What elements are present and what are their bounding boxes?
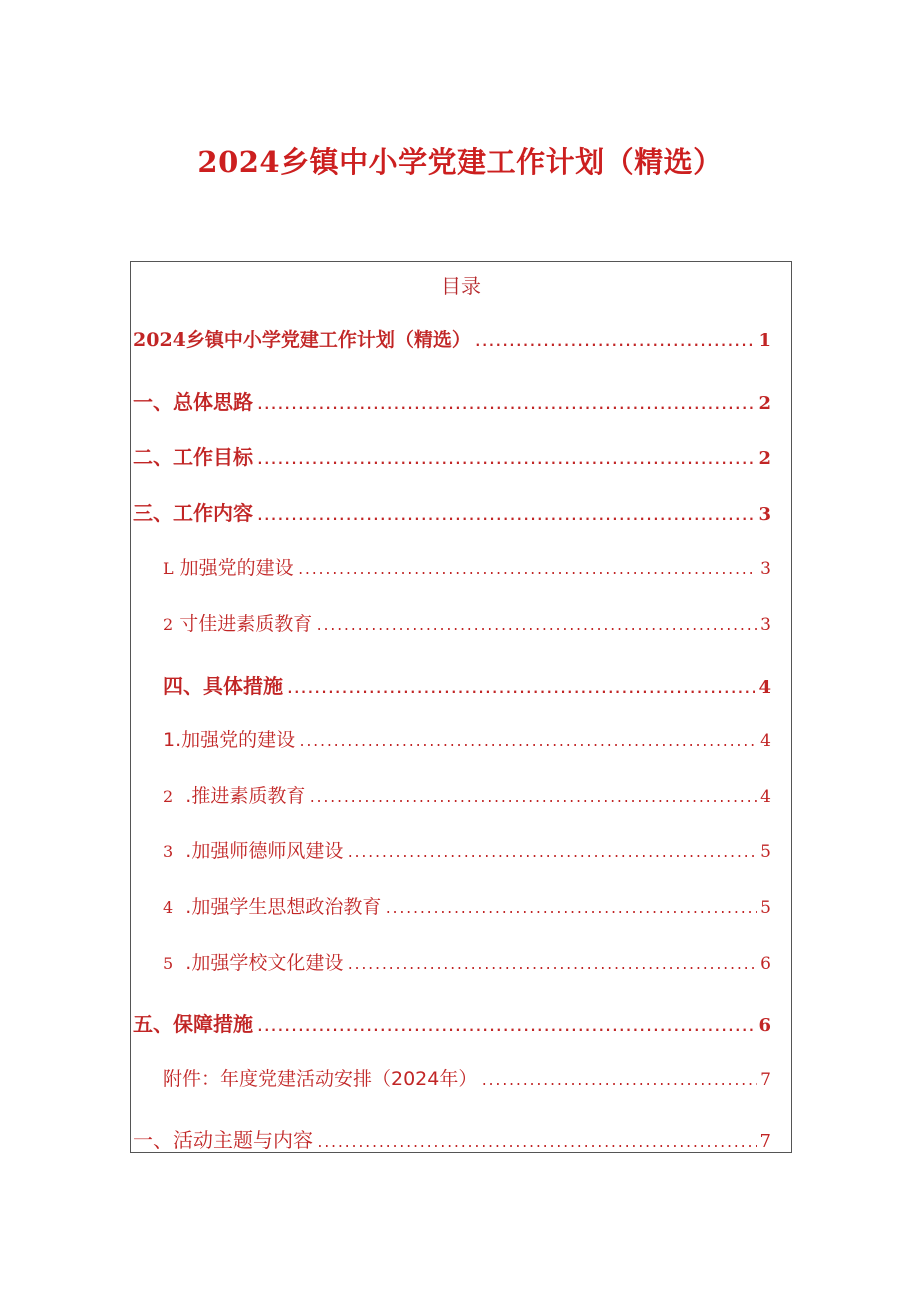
toc-entry-number: 3 xyxy=(163,842,174,861)
toc-entry-text xyxy=(163,948,343,975)
toc-page-number: 6 xyxy=(758,1015,771,1036)
toc-page-number: 7 xyxy=(759,1131,771,1152)
toc-entry-text xyxy=(163,609,312,636)
toc-dot-leader xyxy=(346,958,757,973)
toc-entry-number: 4 xyxy=(163,898,174,917)
toc-page-number: 2 xyxy=(758,448,771,469)
toc-entry-number: 5 xyxy=(163,954,174,973)
toc-entry-number: L xyxy=(163,559,174,578)
toc-dot-leader xyxy=(474,335,756,350)
toc-entry-text: 1.加强党的建设 xyxy=(163,729,296,751)
toc-entry-number: 2 xyxy=(163,615,174,634)
toc-page-number: 3 xyxy=(758,504,771,525)
toc-entry-strengthen-party[interactable] xyxy=(163,725,771,752)
toc-dot-leader xyxy=(384,902,757,917)
toc-page-number: 4 xyxy=(758,677,771,698)
toc-entry-activity-themes[interactable] xyxy=(133,1124,771,1153)
toc-page-number: 5 xyxy=(760,842,771,862)
toc-page-number: 3 xyxy=(760,559,771,579)
toc-dot-leader xyxy=(308,791,757,806)
toc-entry-label: 寸佳进素质教育 xyxy=(179,613,313,635)
toc-entry-school-culture[interactable] xyxy=(163,948,771,975)
toc-dot-leader xyxy=(297,563,757,578)
toc-dot-leader xyxy=(256,1020,755,1035)
toc-entry-work-goals[interactable] xyxy=(133,441,771,470)
toc-entry-text: 二、工作目标 xyxy=(133,445,253,469)
toc-page-number: 3 xyxy=(760,615,771,635)
toc-entry-teacher-ethics[interactable] xyxy=(163,836,771,863)
toc-entry-text xyxy=(163,781,305,808)
toc-dot-leader xyxy=(256,453,755,468)
toc-dot-leader xyxy=(346,846,757,861)
toc-page-number: 7 xyxy=(760,1070,771,1090)
toc-page-number: 4 xyxy=(760,787,771,807)
toc-dot-leader xyxy=(480,1074,757,1089)
toc-entry-overall-approach[interactable] xyxy=(133,386,771,415)
toc-page-number: 2 xyxy=(758,393,771,414)
toc-page-number: 5 xyxy=(760,898,771,918)
toc-dot-leader xyxy=(256,509,755,524)
toc-dot-leader xyxy=(316,1136,757,1151)
toc-page-number: 6 xyxy=(760,954,771,974)
toc-entry-label: .推进素质教育 xyxy=(185,785,306,807)
toc-dot-leader xyxy=(286,682,755,697)
toc-dot-leader xyxy=(298,735,757,750)
toc-entry-label: .加强学生思想政治教育 xyxy=(185,896,382,918)
table-of-contents xyxy=(130,261,792,1153)
toc-entry-text xyxy=(163,553,294,580)
toc-entry-text: 三、工作内容 xyxy=(133,501,253,525)
toc-page-number: 4 xyxy=(760,731,771,751)
toc-entry-appendix[interactable] xyxy=(163,1064,771,1091)
toc-entry-work-content[interactable] xyxy=(133,497,771,526)
toc-dot-leader xyxy=(315,619,757,634)
toc-entry-safeguards[interactable] xyxy=(133,1008,771,1037)
toc-entry-text xyxy=(163,892,381,919)
toc-entry-text: 五、保障措施 xyxy=(133,1012,253,1036)
toc-entry-text xyxy=(163,836,343,863)
toc-entry-text: 一、活动主题与内容 xyxy=(133,1128,313,1152)
document-title: 2024乡镇中小学党建工作计划（精选） xyxy=(197,145,723,179)
toc-entry-specific-measures[interactable] xyxy=(163,670,771,699)
toc-entry-text: 四、具体措施 xyxy=(163,674,283,698)
toc-entry-political-education[interactable] xyxy=(163,892,771,919)
toc-dot-leader xyxy=(256,398,755,413)
toc-entry-title[interactable] xyxy=(133,325,771,352)
toc-entry-party-building[interactable] xyxy=(163,553,771,580)
toc-entry-number: 2 xyxy=(163,787,174,806)
toc-page-number: 1 xyxy=(758,330,771,351)
toc-entry-quality-education[interactable] xyxy=(163,609,771,636)
toc-entry-text: 一、总体思路 xyxy=(133,390,253,414)
toc-entry-text: 附件：年度党建活动安排（2024年） xyxy=(163,1068,478,1090)
toc-entry-promote-quality-education[interactable] xyxy=(163,781,771,808)
toc-entry-label: .加强学校文化建设 xyxy=(185,952,344,974)
toc-entry-label: .加强师德师风建设 xyxy=(185,840,344,862)
toc-heading: 目录 xyxy=(441,274,481,298)
toc-entry-text: 2024乡镇中小学党建工作计划（精选） xyxy=(133,329,471,351)
toc-entry-label: 加强党的建设 xyxy=(179,557,294,579)
